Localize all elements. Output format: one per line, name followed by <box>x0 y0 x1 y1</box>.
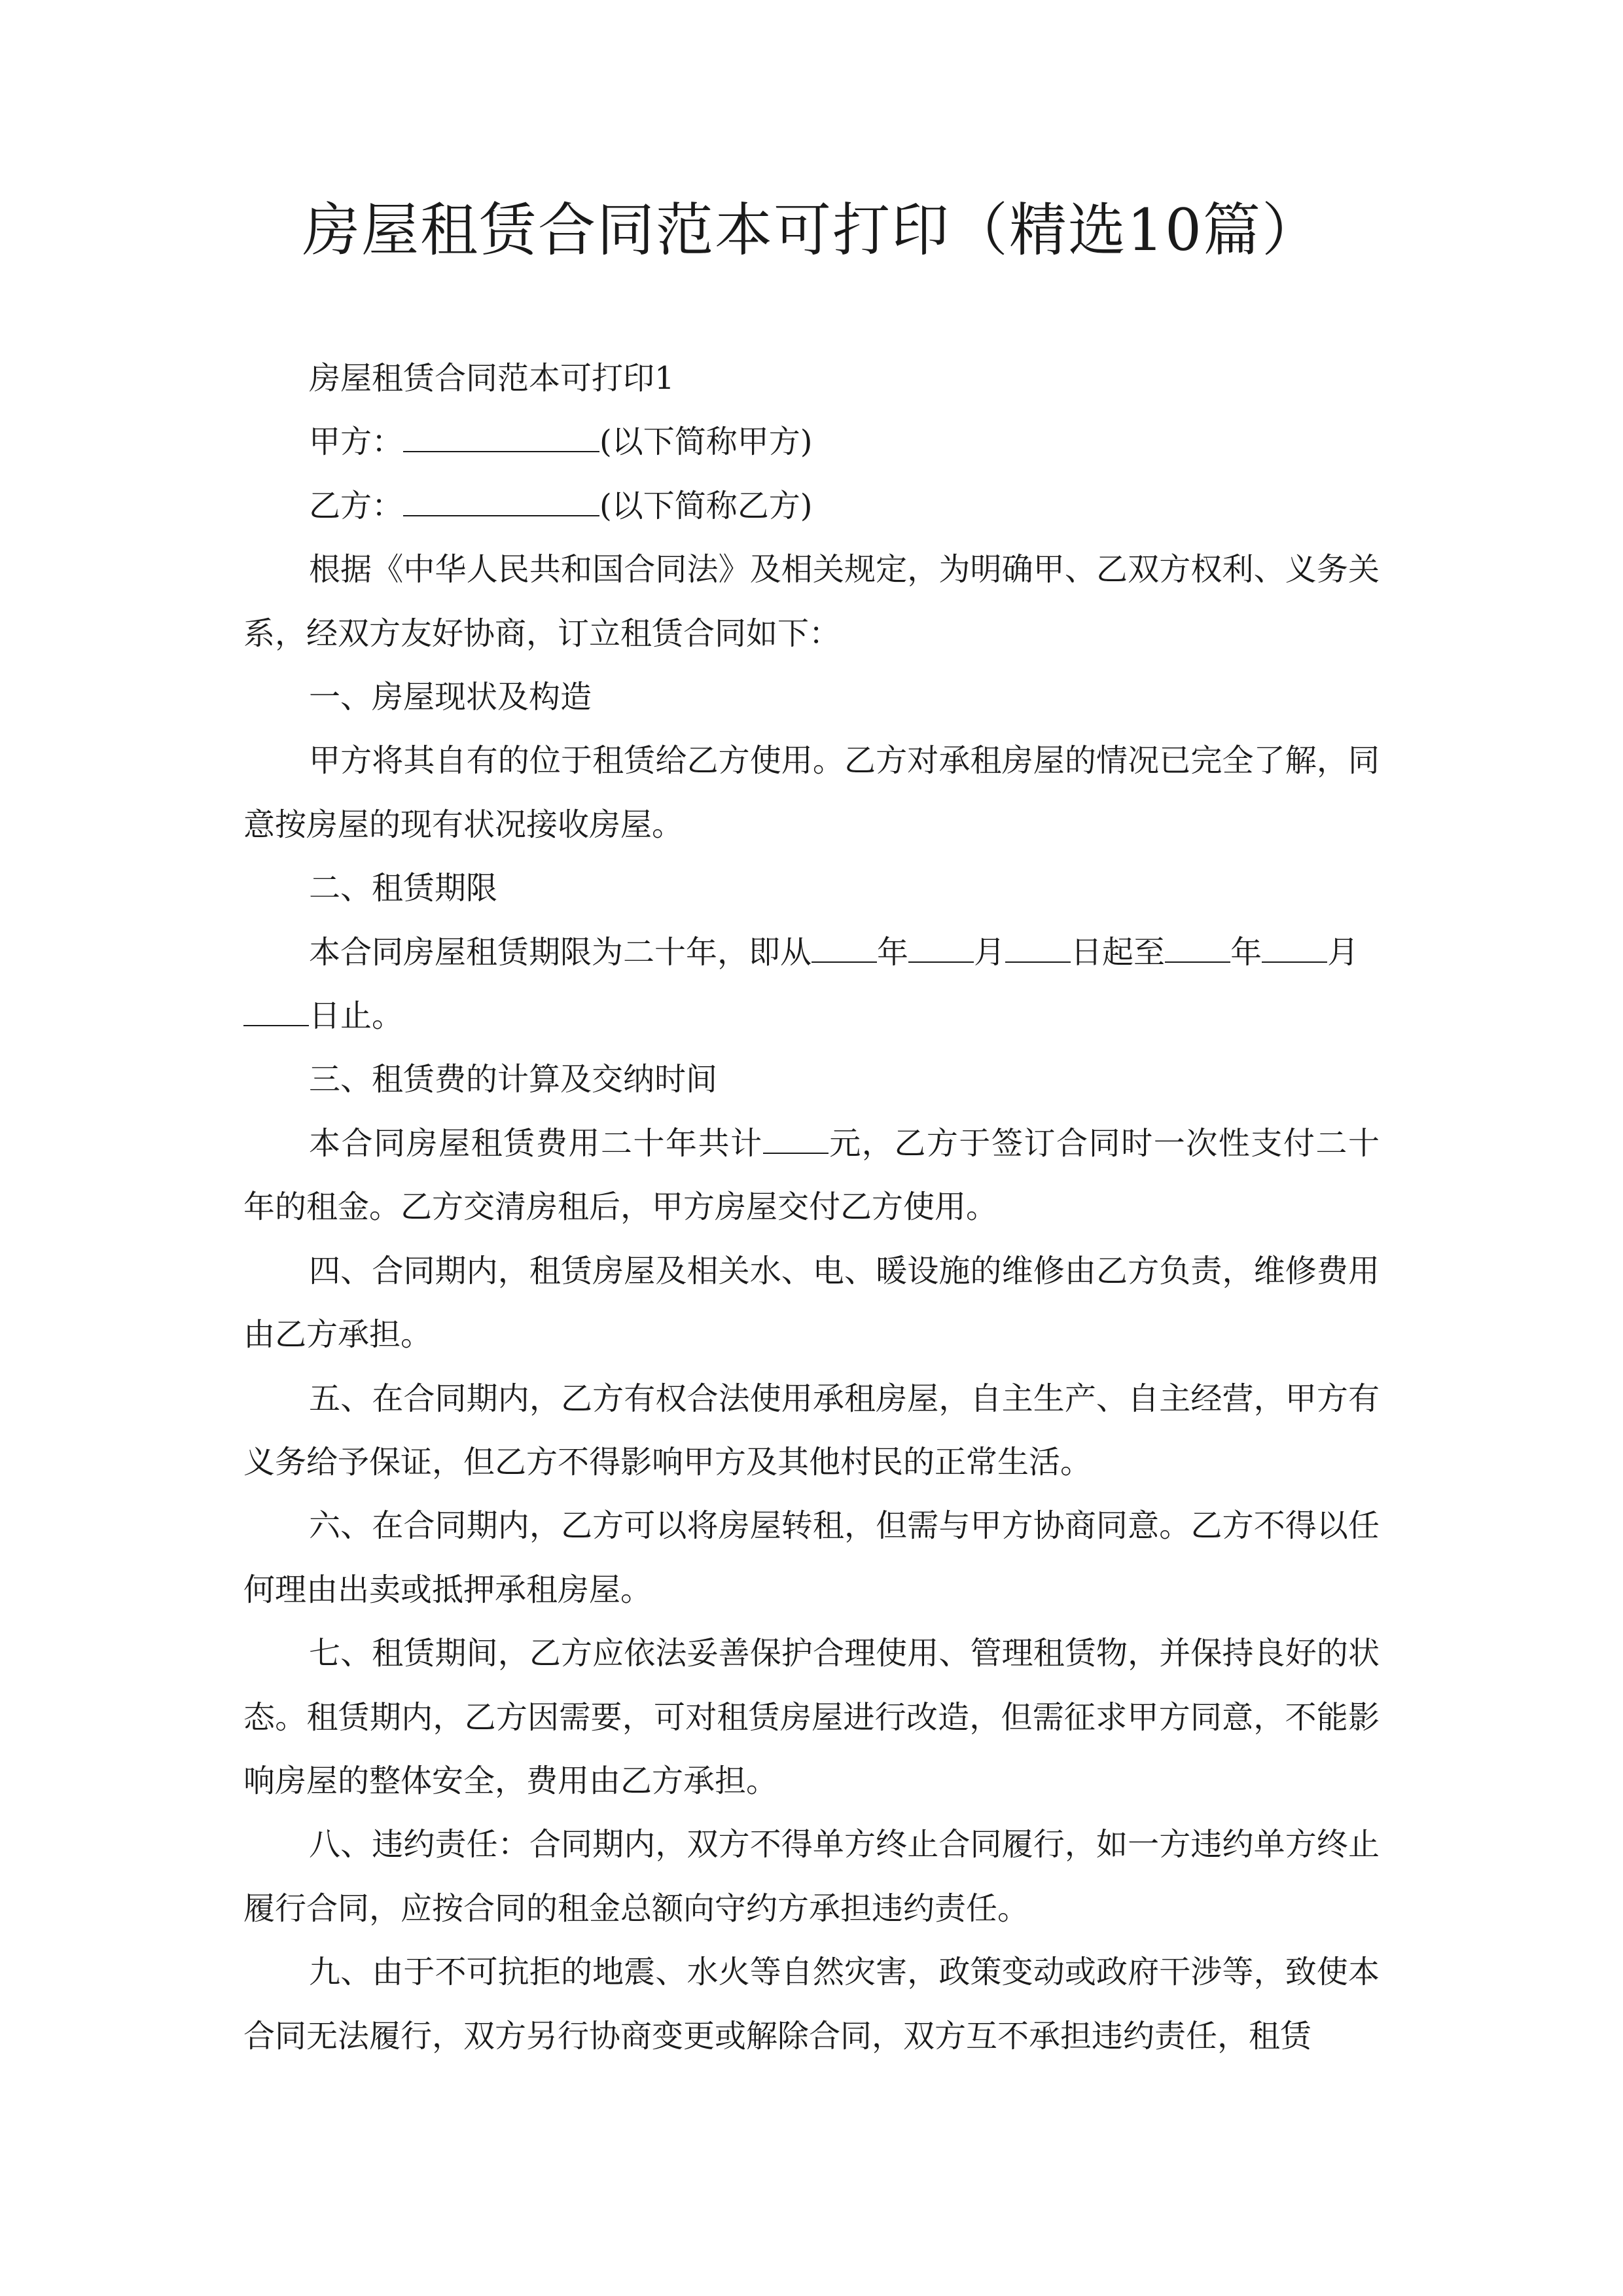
end-year-label: 年 <box>1230 933 1262 971</box>
rent-amount-blank <box>763 1113 829 1154</box>
start-day-label: 日起至 <box>1071 933 1166 971</box>
party-b-line <box>243 475 1380 538</box>
start-day-blank <box>1005 922 1071 963</box>
document-title: 房屋租赁合同范本可打印（精选10篇） <box>302 196 1321 264</box>
document-body <box>243 347 1380 2068</box>
clause-5-text: 五、在合同期内，乙方有权合法使用承租房屋，自主生产、自主经营，甲方有义务给予保证，但乙方不得影响甲方及其他村民的正常生活。 <box>243 1380 1380 1480</box>
start-month-label: 月 <box>974 933 1006 971</box>
term-intro: 本合同房屋租赁期限为二十年，即从 <box>309 933 812 971</box>
section-heading: 房屋租赁合同范本可打印1 <box>309 360 675 397</box>
party-b-label: 乙方： <box>309 487 404 524</box>
clause-7-text: 七、租赁期间，乙方应依法妥善保护合理使用、管理租赁物，并保持良好的状态。租赁期内，乙方因需要，可对租赁房屋进行改造，但需征求甲方同意，不能影响房屋的整体安全，费用由乙方承担。 <box>243 1635 1380 1799</box>
end-month-label: 月 <box>1327 933 1359 971</box>
party-b-suffix: (以下简称乙方) <box>599 487 813 524</box>
start-year-label: 年 <box>877 933 909 971</box>
clause-6-text: 六、在合同期内，乙方可以将房屋转租，但需与甲方协商同意。乙方不得以任何理由出卖或抵押承租房屋。 <box>243 1507 1380 1608</box>
party-a-blank <box>403 412 599 452</box>
end-month-blank <box>1262 922 1327 963</box>
party-a-suffix: (以下简称甲方) <box>599 423 813 461</box>
party-a-label: 甲方： <box>309 423 404 461</box>
end-year-blank <box>1165 922 1230 963</box>
start-month-blank <box>908 922 974 963</box>
intro-paragraph: 根据《中华人民共和国合同法》及相关规定，为明确甲、乙双方权利、义务关系，经双方友好协商，订立租赁合同如下： <box>243 551 1380 652</box>
end-day-blank <box>243 986 309 1026</box>
rent-rest: 元，乙方于签订合同时一次性支付二十年的租金。乙方交清房租后，甲方房屋交付乙方使用。 <box>243 1124 1380 1226</box>
clause-2-heading: 二、租赁期限 <box>309 870 498 907</box>
party-a-line <box>243 410 1380 474</box>
clause-4-text: 四、合同期内，租赁房屋及相关水、电、暖设施的维修由乙方负责，维修费用由乙方承担。 <box>243 1252 1380 1354</box>
clause-1-text: 甲方将其自有的位于租赁给乙方使用。乙方对承租房屋的情况已完全了解，同意按房屋的现有状况接收房屋。 <box>243 742 1380 843</box>
start-year-blank <box>812 922 877 963</box>
clause-9-text: 九、由于不可抗拒的地震、水火等自然灾害，政策变动或政府干涉等，致使本合同无法履行，双方另行协商变更或解除合同，双方互不承担违约责任，租赁 <box>243 1954 1380 2054</box>
clause-2-text <box>243 921 1380 1049</box>
clause-8-text: 八、违约责任：合同期内，双方不得单方终止合同履行，如一方违约单方终止履行合同，应按合同的租金总额向守约方承担违约责任。 <box>243 1826 1380 1927</box>
clause-1-heading: 一、房屋现状及构造 <box>309 679 592 716</box>
rent-intro: 本合同房屋租赁费用二十年共计 <box>309 1124 763 1162</box>
clause-3-heading: 三、租赁费的计算及交纳时间 <box>309 1061 718 1098</box>
party-b-blank <box>403 476 599 516</box>
clause-3-text <box>243 1112 1380 1240</box>
end-day-label: 日止。 <box>309 997 404 1035</box>
